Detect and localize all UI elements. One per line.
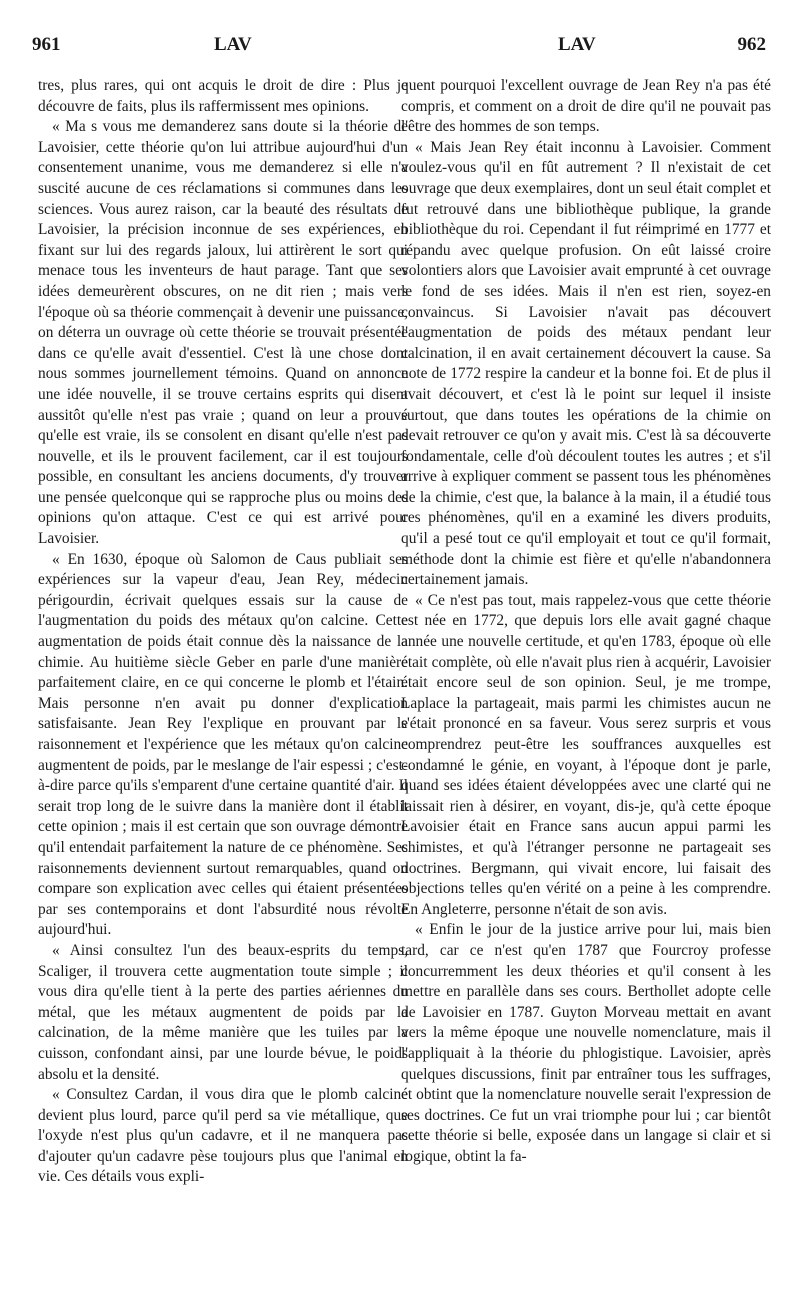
paragraph: « Enfin le jour de la justice arrive pour lui, mais bien tard, car ce n'est qu'en 1787 que Fourcroy professe concurremment les deux théories et qu'il consent à les mettre en parallèle dans ses cours. Berthollet adopte celle de Lavoisier en 1787. Guyton Morveau mettait en avant vers la même époque une nouvelle nomenclature, mais il l'appliquait à la théorie du phlogistique. Lavoisier, après quelques discussions, finit par entraîner tous les suffrages, et obtint que la nomenclature nouvelle serait l'expression de ses doctrines. Ce fut un vrai triomphe pour lui ; car bientôt cette théorie si belle, exposée dans un langage si clair et si logique, obtint la fa- <box>401 921 771 1165</box>
left-page-number: 961 <box>32 34 61 55</box>
running-header <box>26 34 776 60</box>
left-running-head: LAV <box>214 34 252 55</box>
paragraph: tres, plus rares, qui ont acquis le droit de dire : Plus je découvre de faits, plus ils raffermissent mes opinions. <box>38 77 408 115</box>
paragraph: « Ma s vous me demanderez sans doute si la théorie de Lavoisier, cette théorie qu'on lui attribue aujourd'hui d'un consentement unanime, vous me demanderez si elle n'a suscité aucune de ces réclamations si communes dans les sciences. Vous aurez raison, car la beauté des résultats de Lavoisier, la précision inconnue de ses expériences, en fixant sur lui des regards jaloux, lui attirèrent le sort qui menace tous les inventeurs de haut parage. Tant que ses idées demeurèrent obscures, on ne dit rien ; mais vers l'époque où sa théorie commençait à devenir une puissance, on déterra un ouvrage où cette théorie se trouvait présentée dans ce qu'elle avait d'essentiel. C'est là une chose dont nous sommes journellement témoins. Quand on annonce une idée nouvelle, il se trouve certains esprits qui disent aussitôt qu'elle n'est pas vraie ; quand on leur a prouvé qu'elle est vraie, ils se consolent en disant qu'elle n'est pas nouvelle, et ils le prouvent facilement, car il est toujours possible, en consultant les anciens documents, d'y trouver une pensée quelconque qui se rapproche plus ou moins des opinions qu'on attaque. C'est ce qui est arrivé pour Lavoisier. <box>38 118 408 548</box>
paragraph: « Consultez Cardan, il vous dira que le plomb calciné devient plus lourd, parce qu'il perd sa vie métallique, que l'oxyde n'est plus qu'un cadavre, et il ne manquera pas d'ajouter qu'un cadavre pèse toujours plus que l'animal en vie. Ces détails vous expli- <box>38 1086 408 1186</box>
paragraph: « Ce n'est pas tout, mais rappelez-vous que cette théorie est née en 1772, que depuis lors elle avait gagné chaque année une nouvelle certitude, et qu'en 1783, époque où elle était complète, où elle n'avait plus rien à acquérir, Lavoisier était encore seul de son opinion. Seul, je me trompe, Laplace la partageait, mais parmi les chimistes aucun ne s'était prononcé en sa faveur. Vous serez surpris et vous comprendrez peut-être les souffrances auxquelles est condamné le génie, en voyant, à l'époque dont je parle, quand ses idées étaient développées avec une clarté qui ne laissait rien à désirer, en voyant, dis-je, qu'à cette époque Lavoisier était en France sans aucun appui parmi les chimistes, et qu'à l'étranger personne ne partageait ses doctrines. Bergmann, qui vivait encore, lui faisait des objections telles qu'en vérité on a peine à les comprendre. En Angleterre, personne n'était de son avis. <box>401 591 771 918</box>
paragraph: « Ainsi consultez l'un des beaux-esprits du temps, Scaliger, il trouvera cette augmentation toute simple ; il vous dira qu'elle tient à la perte des parties aériennes du métal, que les métaux augmentent de poids par la calcination, de la même manière que les tuiles par la cuisson, confondant ainsi, par une lourde bévue, le poids absolu et la densité. <box>38 941 408 1083</box>
paragraph: « En 1630, époque où Salomon de Caus publiait ses expériences sur la vapeur d'eau, Jean Rey, médecin périgourdin, écrivait quelques essais sur la cause de l'augmentation du poids des métaux qu'on calcine. Cette augmentation de poids était connue dès la naissance de la chimie. Au huitième siècle Geber en parle d'une manière parfaitement claire, en ce qui concerne le plomb et l'étain. Mais personne n'en avait pu donner d'explication satisfaisante. Jean Rey l'explique en prouvant par le raisonnement et l'expérience que les métaux qu'on calcine augmentent de poids, par le meslange de l'air espessi ; c'est-à-dire parce qu'ils s'emparent d'une certaine quantité d'air. Il serait trop long de le suivre dans la manière dont il établit cette opinion ; mais il est certain que son ouvrage démontre qu'il entendait parfaitement la nature de ce phénomène. Ses raisonnements deviennent surtout remarquables, quand on compare son explication avec celles qui étaient présentées par ses contemporains et dont l'absurdité nous révolte aujourd'hui. <box>38 550 408 939</box>
left-column <box>38 76 408 1188</box>
paragraph: « Mais Jean Rey était inconnu à Lavoisier. Comment voulez-vous qu'il en fût autrement ? Il n'existait de cet ouvrage que deux exemplaires, dont un seul était complet et fut retrouvé dans une bibliothèque publique, la grande bibliothèque du roi. Cependant il fut réimprimé en 1777 et répandu avec quelque profusion. On eût laissé croire volontiers alors que Lavoisier avait emprunté à cet ouvrage le fond de ses idées. Mais il n'en est rien, soyez-en convaincus. Si Lavoisier n'avait pas découvert l'augmentation de poids des métaux pendant leur calcination, il en avait certainement découvert la cause. Sa note de 1772 respire la candeur et la bonne foi. Et de plus il avait découvert, et c'est là le point sur lequel il insiste surtout, que dans toutes les opérations de la chimie on devait retrouver ce qu'on y avait mis. C'est là sa découverte fondamentale, celle d'où découlent toutes les autres ; et s'il arrive à expliquer comment se passent tous les phénomènes de la chimie, c'est que, la balance à la main, il a étudié tous ces phénomènes, qu'il en a examiné les divers produits, qu'il a pesé tout ce qu'il employait et tout ce qu'il formait, méthode dont la chimie est fière et qu'elle n'abandonnera certainement jamais. <box>401 138 771 589</box>
paragraph: quent pourquoi l'excellent ouvrage de Jean Rey n'a pas été compris, et comment on a droit de dire qu'il ne pouvait pas l'être des hommes de son temps. <box>401 77 771 136</box>
right-page-number: 962 <box>737 34 766 55</box>
right-running-head: LAV <box>558 34 596 55</box>
right-column <box>401 76 771 1167</box>
